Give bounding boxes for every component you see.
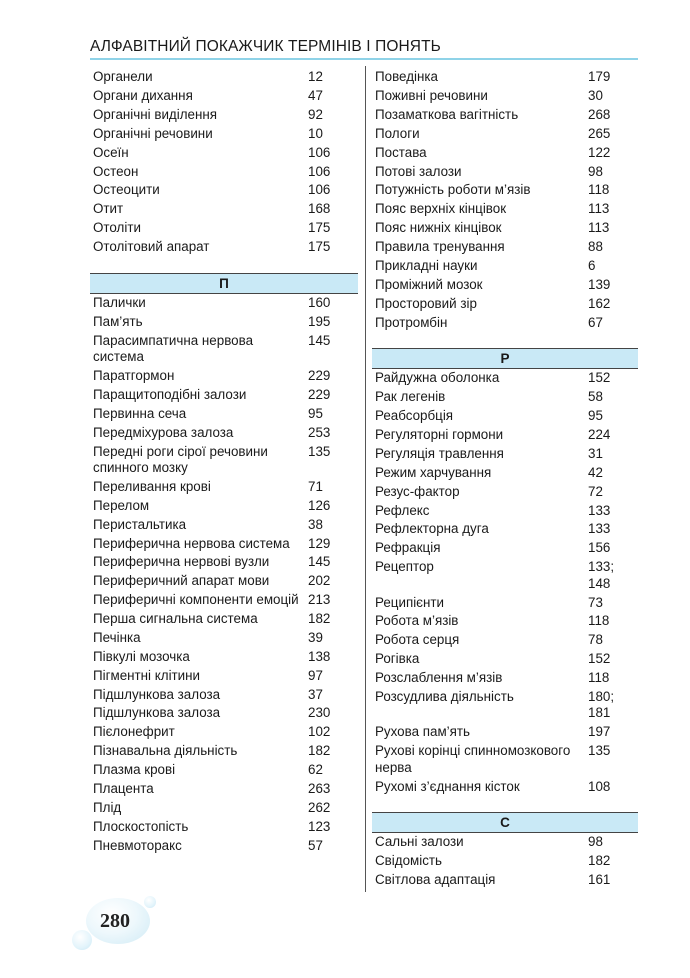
entry-term: Проміжний мозок (375, 276, 483, 292)
section-s-entries (372, 833, 638, 890)
entry-term: Перелом (93, 497, 150, 513)
entry-pages: 145 (308, 332, 331, 348)
entry-pages: 30 (588, 88, 603, 104)
entry-term: Робота м’язів (375, 613, 459, 629)
entry-pages: 108 (588, 778, 611, 794)
entry-term: Прикладні науки (375, 257, 478, 273)
entry-pages: 37 (308, 686, 323, 702)
entry-pages: 213 (308, 592, 331, 608)
entry-term: Пам’ять (93, 313, 143, 329)
index-entry (90, 367, 358, 386)
entry-pages: 12 (308, 69, 323, 85)
index-entry (372, 723, 638, 742)
entry-term: Передміхурова залоза (93, 424, 234, 440)
entry-pages: 263 (308, 780, 331, 796)
entry-term: Поживні речовини (375, 88, 488, 104)
entry-term: Плазма крові (93, 762, 176, 778)
entry-term: Потужність роботи м’язів (375, 182, 531, 198)
index-entry (90, 572, 358, 591)
index-entry (372, 219, 638, 238)
entry-term: Рогівка (375, 651, 420, 667)
index-entry (90, 629, 358, 648)
entry-pages: 123 (308, 818, 331, 834)
entry-term: Пігментні клітини (93, 667, 201, 683)
entry-term: Осеїн (93, 144, 129, 160)
entry-term: Отит (93, 201, 124, 217)
entry-term: Резус-фактор (375, 483, 460, 499)
index-entry (372, 612, 638, 631)
index-entry (372, 777, 638, 796)
index-entry (90, 742, 358, 761)
index-entry (90, 497, 358, 516)
entry-pages: 106 (308, 144, 331, 160)
index-entry (372, 426, 638, 445)
entry-pages: 95 (308, 405, 323, 421)
index-entry (372, 871, 638, 890)
right-top-entries (372, 68, 638, 332)
entry-term: Регуляторні гормони (375, 427, 504, 443)
entry-term: Палички (93, 294, 146, 310)
index-entry (372, 593, 638, 612)
index-entry (90, 799, 358, 818)
entry-pages: 179 (588, 69, 611, 85)
entry-pages: 253 (308, 424, 331, 440)
entry-term: Органи дихання (93, 88, 193, 104)
entry-term: Розсудлива діяльність (375, 688, 514, 704)
entry-pages: 92 (308, 106, 323, 122)
entry-term: Первинна сеча (93, 405, 187, 421)
entry-pages: 129 (308, 535, 331, 551)
index-entry (90, 162, 358, 181)
section-p-entries (90, 294, 358, 856)
entry-pages: 202 (308, 573, 331, 589)
entry-pages: 162 (588, 295, 611, 311)
entry-pages: 113 (588, 201, 610, 217)
index-entry (90, 386, 358, 405)
index-entry (90, 761, 358, 780)
entry-term: Пояс нижніх кінцівок (375, 220, 502, 236)
entry-term: Парасимпатична нервова система (93, 332, 254, 365)
entry-pages: 224 (588, 427, 611, 443)
entry-term: Реципієнти (375, 594, 445, 610)
entry-pages: 47 (308, 88, 323, 104)
entry-pages: 57 (308, 837, 323, 853)
index-entry (372, 162, 638, 181)
index-entry (372, 238, 638, 257)
entry-term: Розслаблення м’язів (375, 670, 503, 686)
entry-pages: 160 (308, 294, 331, 310)
entry-pages: 102 (308, 724, 331, 740)
entry-pages: 39 (308, 629, 323, 645)
entry-pages: 118 (588, 613, 610, 629)
entry-pages: 10 (308, 125, 323, 141)
index-entry (372, 125, 638, 144)
entry-pages: 168 (308, 201, 331, 217)
entry-term: Передні роги сірої речовини спинного мозку (93, 443, 268, 476)
index-entry (90, 553, 358, 572)
index-entry (90, 648, 358, 667)
index-entry (372, 295, 638, 314)
entry-term: Пневмоторакс (93, 837, 182, 853)
index-entry (90, 144, 358, 163)
left-column (90, 68, 358, 855)
index-entry (372, 483, 638, 502)
entry-pages: 175 (308, 220, 331, 236)
entry-term: Регуляція травлення (375, 445, 504, 461)
entry-pages: 182 (308, 611, 331, 627)
entry-pages: 113 (588, 220, 610, 236)
entry-pages: 265 (588, 125, 611, 141)
entry-term: Півкулі мозочка (93, 648, 190, 664)
entry-pages: 62 (308, 762, 323, 778)
header-rule (90, 58, 638, 60)
entry-pages: 78 (588, 632, 603, 648)
entry-term: Робота серця (375, 632, 460, 648)
index-entry (372, 669, 638, 688)
index-entry (372, 276, 638, 295)
entry-term: Перша сигнальна система (93, 611, 258, 627)
index-entry (90, 238, 358, 257)
index-entry (90, 667, 358, 686)
entry-pages: 118 (588, 182, 610, 198)
entry-term: Пояс верхніх кінцівок (375, 201, 507, 217)
entry-term: Перистальтика (93, 516, 187, 532)
index-entry (90, 68, 358, 87)
index-entry (90, 780, 358, 799)
index-entry (372, 313, 638, 332)
entry-term: Постава (375, 144, 427, 160)
index-entry (372, 539, 638, 558)
entry-term: Пологи (375, 125, 420, 141)
decorative-bubble (144, 896, 156, 908)
index-entry (372, 650, 638, 669)
entry-term: Райдужна оболонка (375, 370, 500, 386)
entry-term: Периферичний апарат мови (93, 573, 270, 589)
entry-term: Поведінка (375, 69, 438, 85)
entry-pages: 72 (588, 483, 603, 499)
entry-pages: 180; 181 (588, 688, 615, 721)
entry-pages: 229 (308, 368, 331, 384)
index-entry (90, 125, 358, 144)
entry-pages: 106 (308, 182, 331, 198)
index-entry (90, 332, 358, 367)
index-entry (372, 388, 638, 407)
index-entry (90, 818, 358, 837)
entry-term: Правила тренування (375, 239, 505, 255)
entry-pages: 133 (588, 502, 611, 518)
index-entry (90, 478, 358, 497)
entry-term: Периферичні компоненти емоцій (93, 592, 299, 608)
entry-pages: 182 (588, 853, 611, 869)
index-entry (372, 631, 638, 650)
index-entry (372, 833, 638, 852)
index-entry (90, 534, 358, 553)
entry-pages: 71 (308, 478, 323, 494)
entry-term: Світлова адаптація (375, 872, 496, 888)
entry-pages: 133 (588, 521, 611, 537)
decorative-bubble (72, 930, 92, 950)
entry-term: Підшлункова залоза (93, 705, 221, 721)
entry-pages: 156 (588, 540, 611, 556)
entry-pages: 161 (588, 872, 611, 888)
index-entry (372, 520, 638, 539)
index-entry (90, 313, 358, 332)
entry-pages: 42 (588, 464, 603, 480)
index-entry (372, 558, 638, 593)
entry-pages: 126 (308, 497, 331, 513)
index-entry (90, 424, 358, 443)
entry-pages: 145 (308, 554, 331, 570)
index-entry (372, 407, 638, 426)
entry-term: Паратгормон (93, 368, 175, 384)
index-entry (90, 704, 358, 723)
entry-pages: 139 (588, 276, 611, 292)
left-top-entries (90, 68, 358, 257)
entry-term: Плацента (93, 780, 154, 796)
entry-term: Підшлункова залоза (93, 686, 221, 702)
entry-pages: 138 (308, 648, 331, 664)
entry-pages: 262 (308, 799, 331, 815)
right-column (372, 68, 638, 890)
entry-term: Органічні речовини (93, 125, 213, 141)
index-entry (90, 442, 358, 477)
entry-term: Реабсорбція (375, 408, 454, 424)
index-entry (372, 501, 638, 520)
entry-pages: 118 (588, 670, 610, 686)
index-entry (372, 369, 638, 388)
entry-pages: 230 (308, 705, 331, 721)
entry-term: Периферична нервова система (93, 535, 290, 551)
entry-term: Периферична нервові вузли (93, 554, 270, 570)
entry-term: Потові залози (375, 163, 462, 179)
index-entry (90, 219, 358, 238)
entry-term: Режим харчування (375, 464, 492, 480)
entry-pages: 95 (588, 408, 603, 424)
entry-pages: 38 (308, 516, 323, 532)
entry-pages: 135 (308, 443, 331, 459)
index-entry (90, 610, 358, 629)
entry-term: Просторовий зір (375, 295, 477, 311)
entry-pages: 268 (588, 106, 611, 122)
entry-term: Рухова пам’ять (375, 724, 470, 740)
entry-term: Рак легенів (375, 389, 446, 405)
entry-pages: 88 (588, 239, 603, 255)
entry-pages: 98 (588, 163, 603, 179)
index-entry (372, 144, 638, 163)
entry-pages: 152 (588, 651, 611, 667)
entry-term: Позаматкова вагітність (375, 106, 519, 122)
index-entry (90, 723, 358, 742)
entry-term: Рецептор (375, 559, 434, 575)
entry-term: Свідомість (375, 853, 443, 869)
section-letter-s: С (372, 812, 638, 833)
section-letter-p: П (90, 273, 358, 294)
index-entry (372, 200, 638, 219)
entry-term: Отолітовий апарат (93, 239, 210, 255)
entry-term: Рухові корінці спинномозкового нерва (375, 743, 571, 775)
entry-term: Органічні виділення (93, 106, 218, 122)
entry-pages: 229 (308, 386, 331, 402)
entry-term: Рефлекторна дуга (375, 521, 489, 537)
entry-pages: 58 (588, 389, 603, 405)
entry-term: Протромбін (375, 314, 448, 330)
index-entry (372, 181, 638, 200)
index-entry (90, 836, 358, 855)
index-entry (372, 464, 638, 483)
index-entry (372, 742, 638, 777)
index-entry (372, 445, 638, 464)
entry-term: Остеон (93, 163, 139, 179)
index-entry (90, 181, 358, 200)
index-entry (90, 294, 358, 313)
entry-term: Органели (93, 69, 153, 85)
entry-term: Рефракція (375, 540, 441, 556)
entry-pages: 73 (588, 594, 603, 610)
entry-pages: 106 (308, 163, 331, 179)
entry-pages: 67 (588, 314, 603, 330)
entry-pages: 6 (588, 257, 596, 273)
entry-pages: 197 (588, 724, 611, 740)
index-entry (90, 200, 358, 219)
entry-pages: 122 (588, 144, 611, 160)
entry-pages: 98 (588, 834, 603, 850)
index-entry (90, 516, 358, 535)
entry-pages: 31 (588, 445, 603, 461)
index-entry (90, 685, 358, 704)
entry-term: Плід (93, 799, 122, 815)
entry-term: Переливання крові (93, 478, 211, 494)
index-entry (372, 257, 638, 276)
page-header-title: АЛФАВІТНИЙ ПОКАЖЧИК ТЕРМІНІВ І ПОНЯТЬ (90, 38, 441, 55)
section-letter-r: Р (372, 348, 638, 369)
entry-term: Плоскостопість (93, 818, 189, 834)
index-entry (372, 688, 638, 723)
entry-pages: 195 (308, 313, 331, 329)
entry-term: Пієлонефрит (93, 724, 175, 740)
index-entry (90, 591, 358, 610)
index-entry (90, 87, 358, 106)
entry-pages: 97 (308, 667, 323, 683)
entry-term: Рефлекс (375, 502, 430, 518)
index-entry (372, 106, 638, 125)
entry-term: Печінка (93, 629, 141, 645)
section-r-entries (372, 369, 638, 796)
entry-pages: 133; 148 (588, 559, 615, 591)
entry-term: Рухомі з’єднання кісток (375, 778, 520, 794)
entry-term: Отоліти (93, 220, 141, 236)
entry-term: Остеоцити (93, 182, 160, 198)
index-entry (372, 852, 638, 871)
column-divider (365, 66, 366, 892)
entry-pages: 182 (308, 743, 331, 759)
index-entry (372, 87, 638, 106)
entry-pages: 135 (588, 743, 611, 759)
entry-term: Сальні залози (375, 834, 464, 850)
entry-term: Пізнавальна діяльність (93, 743, 238, 759)
entry-pages: 152 (588, 370, 611, 386)
index-entry (90, 106, 358, 125)
index-entry (90, 405, 358, 424)
entry-pages: 175 (308, 239, 331, 255)
index-entry (372, 68, 638, 87)
page-number: 280 (100, 910, 130, 932)
entry-term: Паращитоподібні залози (93, 386, 247, 402)
